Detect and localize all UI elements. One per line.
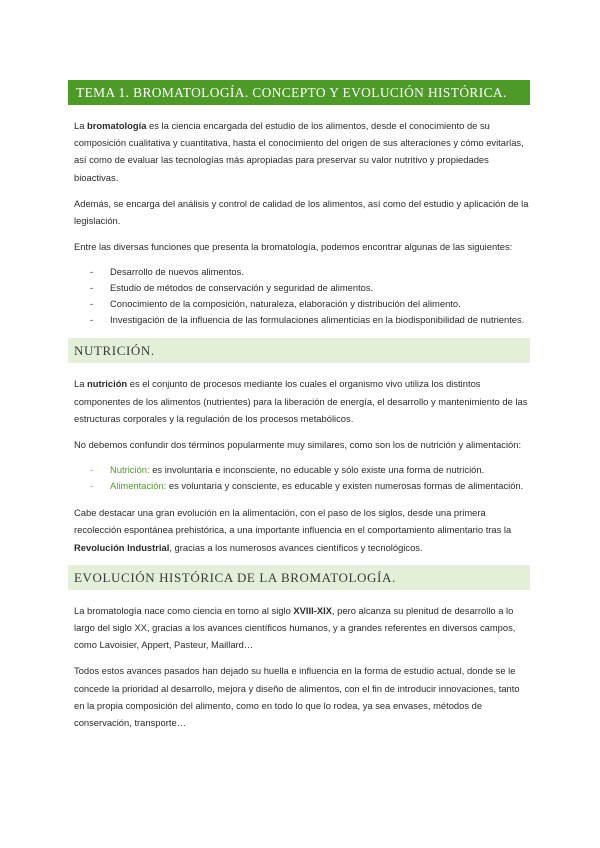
paragraph-terms-intro: No debemos confundir dos términos popularmente muy similares, como son los de nutrición y alimentación: [74, 439, 522, 451]
paragraph-nutricion-definition: La nutrición es el conjunto de procesos mediante los cuales el organismo vivo utiliza los distintos componentes de los alimentos (nutrientes) para la liberación de energía, el desarrollo y mantenimiento de las estructuras corporales y la regulación de los procesos metabólicos. [74, 378, 528, 424]
section-heading-evolucion: EVOLUCIÓN HISTÓRICA DE LA BROMATOLOGÍA. [68, 565, 530, 590]
term-nutricion: Nutrición: [110, 464, 150, 476]
list-item: - Investigación de la influencia de las formulaciones alimenticias en la biodisponibilidad de nutrientes. [90, 314, 525, 326]
list-item: - Nutrición: es involuntaria e inconsciente, no educable y sólo existe una forma de nutrición. [90, 464, 485, 476]
list-item: - Conocimiento de la composición, naturaleza, elaboración y distribución del alimento. [90, 298, 461, 310]
list-item: - Desarrollo de nuevos alimentos. [90, 266, 244, 278]
main-heading: TEMA 1. BROMATOLOGÍA. CONCEPTO Y EVOLUCIÓN HISTÓRICA. [68, 80, 530, 105]
terms-list [74, 462, 530, 494]
list-item: - Alimentación: es voluntaria y consciente, es educable y existen numerosas formas de alimentación. [90, 480, 524, 492]
paragraph-analysis: Además, se encarga del análisis y control de calidad de los alimentos, así como del estudio y aplicación de la legislación. [74, 197, 529, 227]
paragraph-bromatologia-definition: La bromatología es la ciencia encargada del estudio de los alimentos, desde el conocimiento de su composición cualitativa y cuantitativa, hasta el conocimiento del origen de sus alteraciones y cómo evitarlas, así como de evaluar las tecnologías más apropiadas para preservar su valor nutritivo y propiedades bioactivas. [74, 120, 524, 183]
paragraph-functions-intro: Entre las diversas funciones que presenta la bromatología, podemos encontrar algunas de las siguientes: [74, 241, 513, 253]
functions-list [74, 264, 530, 328]
section-heading-nutricion: NUTRICIÓN. [68, 338, 530, 363]
paragraph-evolution-food: Cabe destacar una gran evolución en la alimentación, con el paso de los siglos, desde una primera recolección espontánea prehistórica, a una importante influencia en el comportamiento alimentario tras la Revolución Industrial, gracias a los numerosos avances científicos y tecnológicos. [74, 507, 512, 553]
paragraph-current-study: Todos estos avances pasados han dejado su huella e influencia en la forma de estudio actual, donde se le concede la prioridad al desarrollo, mejora y diseño de alimentos, con el fin de introducir innovaciones, tanto en la propia composición del alimento, como en todo lo que lo rodea, ya sea envases, métodos de conservación, transporte… [74, 665, 520, 729]
paragraph-history: La bromatología nace como ciencia en torno al siglo XVIII-XIX, pero alcanza su plenitud de desarrollo a lo largo del siglo XX, gracias a los avances científicos humanos, y a grandes referentes en diversos campos, como Lavoisier, Appert, Pasteur, Maillard… [74, 604, 516, 651]
term-alimentacion: Alimentación: [110, 480, 167, 492]
list-item: - Estudio de métodos de conservación y seguridad de alimentos. [90, 282, 374, 294]
